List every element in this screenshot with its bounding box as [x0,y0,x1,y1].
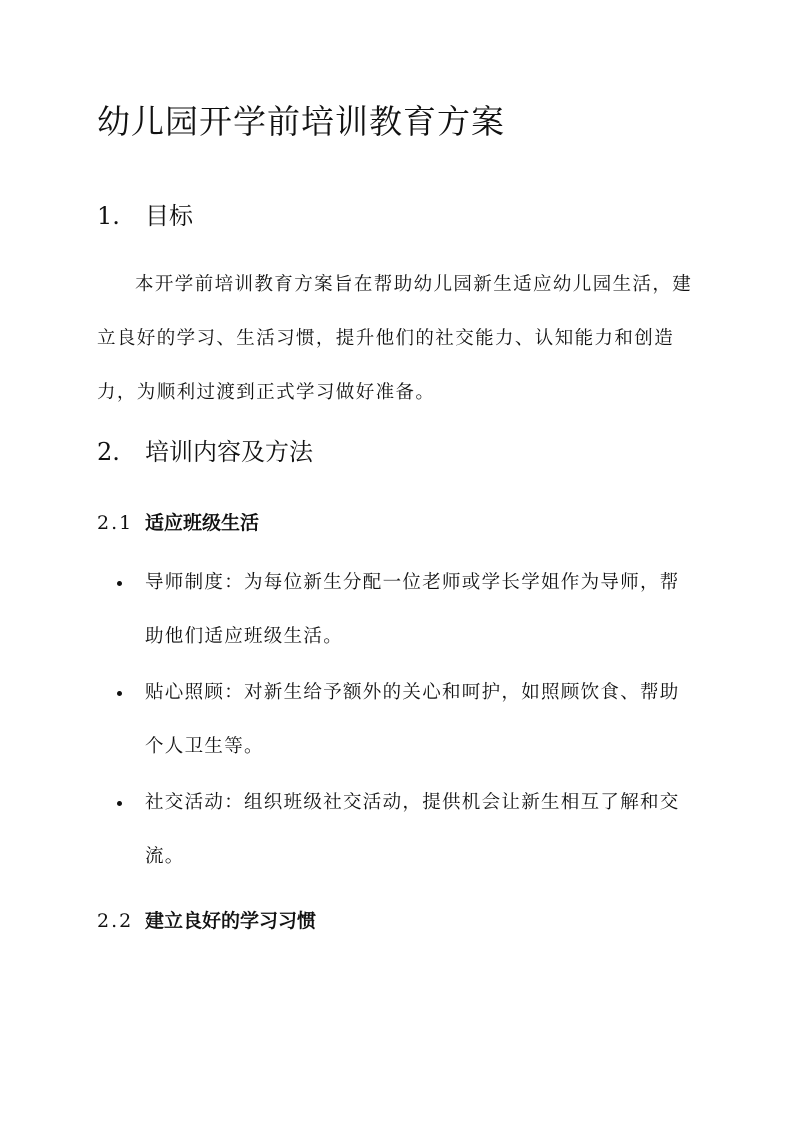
bullet-icon [117,581,122,586]
section-heading-goals [97,196,193,231]
list-item-text: 导师制度：为每位新生分配一位老师或学长学姐作为导师，帮助他们适应班级生活。 [145,572,680,647]
subsection-heading-class-life [97,508,259,535]
subsection-number: 2.1 [97,512,134,534]
subsection-number: 2.2 [97,910,134,932]
subsection-title: 建立良好的学习习惯 [145,910,317,932]
document-title: 幼儿园开学前培训教育方案 [97,102,505,141]
bullet-icon [117,691,122,696]
section-title: 目标 [145,202,193,230]
list-item [117,776,697,884]
section-number: 1. [97,202,120,230]
class-life-bullet-list [117,556,697,884]
section-number: 2. [97,438,120,466]
subsection-title: 适应班级生活 [145,512,260,534]
section-title: 培训内容及方法 [145,438,313,466]
goals-paragraph: 本开学前培训教育方案旨在帮助幼儿园新生适应幼儿园生活，建立良好的学习、生活习惯，提升他们的社交能力、认知能力和创造力，为顺利过渡到正式学习做好准备。 [97,274,693,403]
list-item-text: 贴心照顾：对新生给予额外的关心和呵护，如照顾饮食、帮助个人卫生等。 [145,682,680,757]
subsection-heading-study-habits [97,906,316,933]
list-item [117,666,697,774]
list-item [117,556,697,664]
list-item-text: 社交活动：组织班级社交活动，提供机会让新生相互了解和交流。 [145,792,680,867]
section-heading-training [97,432,313,467]
bullet-icon [117,801,122,806]
